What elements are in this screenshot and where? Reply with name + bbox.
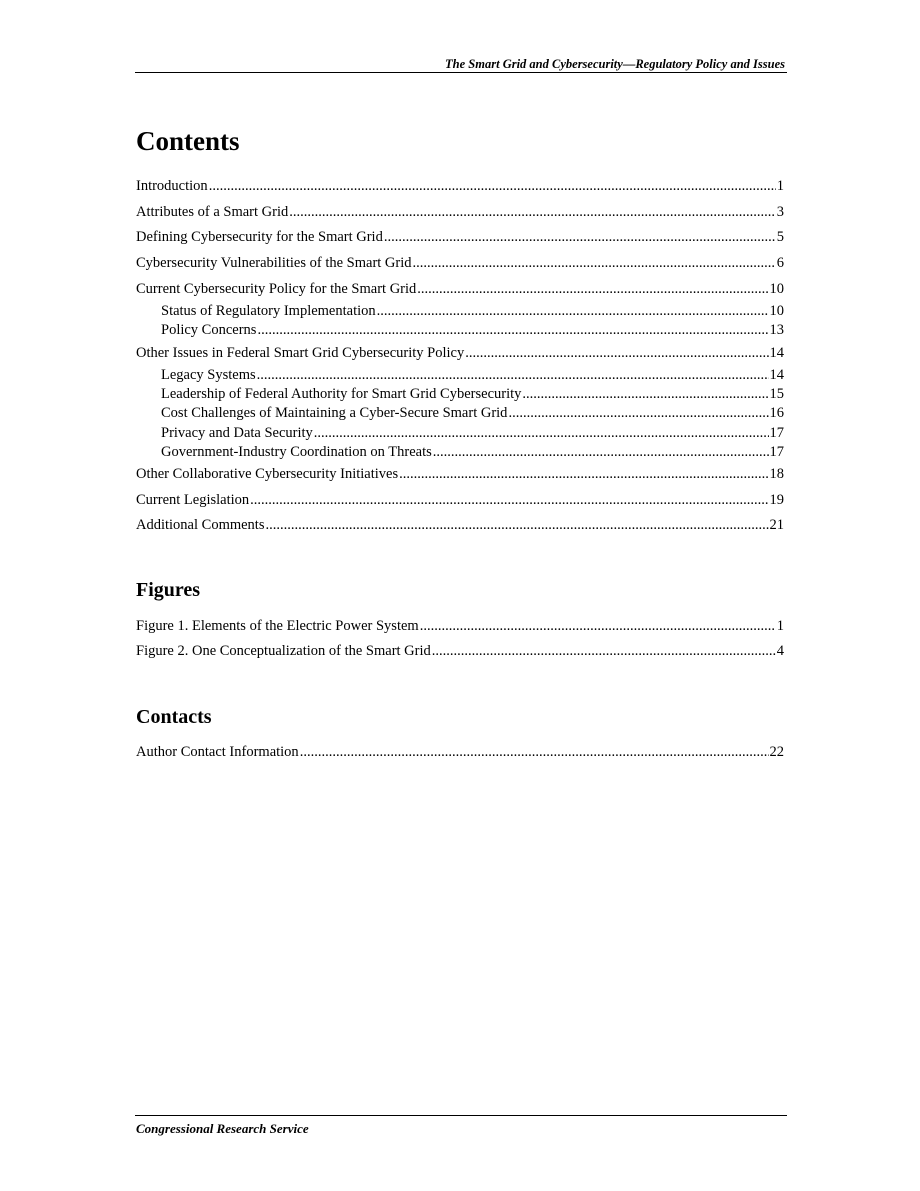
toc-leader-dots xyxy=(508,404,768,422)
toc-entry-page: 16 xyxy=(769,405,784,421)
toc-entry-page: 14 xyxy=(769,367,784,383)
toc-entry-page: 18 xyxy=(769,466,784,482)
toc-entry-page: 1 xyxy=(776,618,784,634)
toc-leader-dots xyxy=(314,424,769,442)
toc-leader-dots xyxy=(433,443,769,461)
toc-entry-threat-coordination[interactable] xyxy=(161,443,784,461)
toc-entry-privacy[interactable] xyxy=(161,424,784,442)
figures-heading: Figures xyxy=(136,579,201,601)
toc-entry-label: Additional Comments xyxy=(136,517,265,533)
toc-leader-dots xyxy=(300,743,769,761)
toc-entry-label: Author Contact Information xyxy=(136,744,299,760)
toc-entry-label: Leadership of Federal Authority for Smart Grid Cybersecurity xyxy=(161,386,522,402)
toc-entry-page: 15 xyxy=(769,386,784,402)
toc-leader-dots xyxy=(209,177,776,195)
toc-entry-page: 14 xyxy=(769,345,784,361)
toc-leader-dots xyxy=(250,491,768,509)
toc-entry-page: 22 xyxy=(769,744,784,760)
toc-entry-label: Figure 1. Elements of the Electric Power System xyxy=(136,618,419,634)
toc-entry-label: Attributes of a Smart Grid xyxy=(136,204,289,220)
running-header: The Smart Grid and Cybersecurity—Regulatory Policy and Issues xyxy=(445,57,785,71)
toc-leader-dots xyxy=(522,385,768,403)
toc-entry-page: 21 xyxy=(769,517,784,533)
toc-entry-figure-1[interactable] xyxy=(136,617,784,635)
toc-entry-label: Cost Challenges of Maintaining a Cyber-Secure Smart Grid xyxy=(161,405,508,421)
toc-leader-dots xyxy=(413,254,776,272)
toc-entry-figure-2[interactable] xyxy=(136,642,784,660)
toc-entry-label: Privacy and Data Security xyxy=(161,425,313,441)
toc-entry-label: Figure 2. One Conceptualization of the Smart Grid xyxy=(136,643,431,659)
toc-entry-page: 13 xyxy=(769,322,784,338)
toc-entry-current-legislation[interactable] xyxy=(136,491,784,509)
footer-divider xyxy=(135,1115,787,1116)
toc-leader-dots xyxy=(399,465,768,483)
toc-entry-page: 10 xyxy=(769,303,784,319)
contents-heading: Contents xyxy=(136,126,240,156)
toc-entry-label: Status of Regulatory Implementation xyxy=(161,303,376,319)
toc-leader-dots xyxy=(420,617,776,635)
toc-entry-page: 3 xyxy=(776,204,784,220)
toc-entry-label: Defining Cybersecurity for the Smart Grid xyxy=(136,229,383,245)
toc-entry-federal-leadership[interactable] xyxy=(161,385,784,403)
toc-entry-label: Other Collaborative Cybersecurity Initiatives xyxy=(136,466,399,482)
toc-entry-vulnerabilities[interactable] xyxy=(136,254,784,272)
toc-entry-page: 19 xyxy=(769,492,784,508)
toc-entry-introduction[interactable] xyxy=(136,177,784,195)
toc-entry-label: Cybersecurity Vulnerabilities of the Smart Grid xyxy=(136,255,412,271)
toc-entry-page: 10 xyxy=(769,281,784,297)
toc-leader-dots xyxy=(257,321,768,339)
toc-entry-label: Introduction xyxy=(136,178,208,194)
toc-entry-attributes[interactable] xyxy=(136,203,784,221)
toc-entry-cost-challenges[interactable] xyxy=(161,404,784,422)
toc-entry-label: Government-Industry Coordination on Threats xyxy=(161,444,432,460)
toc-leader-dots xyxy=(432,642,776,660)
toc-entry-page: 17 xyxy=(769,444,784,460)
toc-entry-page: 17 xyxy=(769,425,784,441)
toc-entry-other-issues[interactable] xyxy=(136,344,784,362)
toc-entry-defining-cybersecurity[interactable] xyxy=(136,228,784,246)
running-footer: Congressional Research Service xyxy=(136,1121,309,1136)
toc-leader-dots xyxy=(289,203,776,221)
toc-entry-author-contact[interactable] xyxy=(136,743,784,761)
toc-entry-page: 5 xyxy=(776,229,784,245)
toc-entry-collaborative-initiatives[interactable] xyxy=(136,465,784,483)
toc-entry-label: Legacy Systems xyxy=(161,367,256,383)
toc-leader-dots xyxy=(465,344,768,362)
toc-entry-page: 4 xyxy=(776,643,784,659)
toc-entry-legacy-systems[interactable] xyxy=(161,366,784,384)
toc-leader-dots xyxy=(417,280,768,298)
header-divider xyxy=(135,72,787,73)
toc-entry-label: Current Legislation xyxy=(136,492,250,508)
toc-entry-page: 1 xyxy=(776,178,784,194)
toc-leader-dots xyxy=(384,228,776,246)
toc-entry-current-policy[interactable] xyxy=(136,280,784,298)
toc-entry-label: Other Issues in Federal Smart Grid Cybersecurity Policy xyxy=(136,345,465,361)
toc-leader-dots xyxy=(257,366,769,384)
toc-entry-additional-comments[interactable] xyxy=(136,516,784,534)
contacts-heading: Contacts xyxy=(136,706,212,728)
toc-entry-label: Policy Concerns xyxy=(161,322,257,338)
toc-leader-dots xyxy=(377,302,769,320)
toc-entry-policy-concerns[interactable] xyxy=(161,321,784,339)
toc-entry-page: 6 xyxy=(776,255,784,271)
toc-leader-dots xyxy=(265,516,768,534)
toc-entry-label: Current Cybersecurity Policy for the Smart Grid xyxy=(136,281,417,297)
toc-entry-regulatory-implementation[interactable] xyxy=(161,302,784,320)
